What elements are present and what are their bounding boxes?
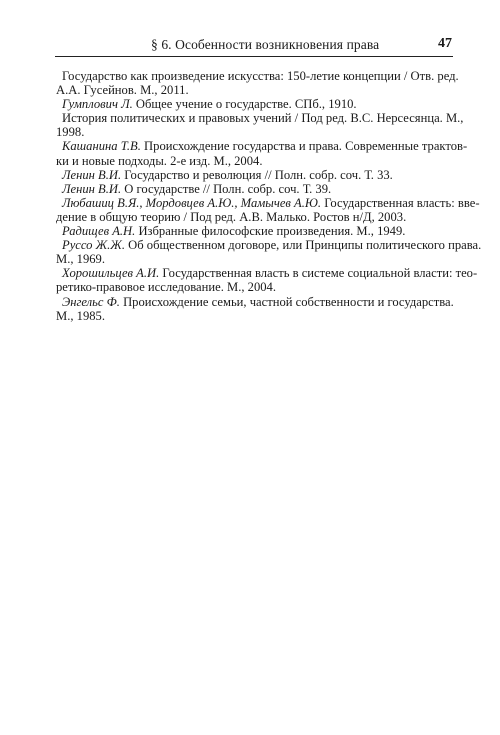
entry-author: Кашанина Т.В. bbox=[62, 139, 141, 154]
bibliography-entry bbox=[56, 238, 482, 267]
bibliography-entry bbox=[62, 224, 454, 238]
entry-author: Энгельс Ф. bbox=[62, 294, 120, 309]
entry-continuation: ки и новые подходы. 2-е изд. М., 2004. bbox=[56, 153, 263, 168]
entry-continuation: М., 1985. bbox=[56, 308, 105, 323]
entry-author: Радищев А.Н. bbox=[62, 224, 136, 239]
entry-text: О государстве // Полн. собр. соч. Т. 39. bbox=[121, 181, 332, 196]
bibliography-entry bbox=[56, 294, 454, 323]
page-header bbox=[55, 34, 453, 57]
entry-author: Любашиц В.Я., Мордовцев А.Ю., Мамычев А.Ю. bbox=[62, 195, 322, 210]
entry-text: Общее учение о государстве. СПб., 1910. bbox=[132, 97, 357, 112]
entry-text: Происхождение семьи, частной собственности и государства. bbox=[119, 294, 454, 309]
running-title: § 6. Особенности возникновения права bbox=[151, 37, 380, 52]
bibliography-entry bbox=[62, 97, 454, 111]
entry-continuation: дение в общую теорию / Под ред. А.В. Малько. Ростов н/Д, 2003. bbox=[56, 209, 407, 224]
entry-text: Государство и революция // Полн. собр. соч. Т. 33. bbox=[121, 167, 393, 182]
entry-text: Об общественном договоре, или Принципы политического права. bbox=[124, 238, 482, 253]
entry-continuation: А.А. Гусейнов. М., 2011. bbox=[56, 83, 189, 98]
bibliography-entry bbox=[62, 182, 454, 196]
entry-text: История политических и правовых учений / Под ред. В.С. Нерсесянца. М., bbox=[62, 111, 464, 126]
entry-author: Ленин В.И. bbox=[62, 181, 122, 196]
entry-author: Ленин В.И. bbox=[62, 167, 122, 182]
entry-author: Руссо Ж.Ж. bbox=[62, 238, 125, 253]
bibliography-entry bbox=[56, 195, 480, 224]
bibliography-entry bbox=[56, 266, 478, 295]
bibliography-entry bbox=[62, 168, 454, 182]
bibliography-entry bbox=[56, 111, 464, 140]
bibliography-entry bbox=[56, 69, 459, 98]
bibliography-list bbox=[56, 69, 482, 323]
entry-author: Гумплович Л. bbox=[62, 97, 133, 112]
entry-text: Государственная власть в системе социальной власти: тео- bbox=[159, 266, 478, 281]
entry-author: Хорошильцев А.И. bbox=[62, 266, 160, 281]
entry-continuation: ретико-правовое исследование. М., 2004. bbox=[56, 280, 276, 295]
entry-continuation: М., 1969. bbox=[56, 252, 105, 267]
entry-text: Государственная власть: вве- bbox=[321, 195, 480, 210]
entry-text: Избранные философские произведения. М., 1949. bbox=[135, 224, 406, 239]
entry-text: Происхождение государства и права. Современные трактов- bbox=[140, 139, 468, 154]
bibliography-entry bbox=[56, 139, 468, 168]
entry-continuation: 1998. bbox=[56, 125, 85, 140]
page-number: 47 bbox=[438, 36, 452, 51]
entry-text: Государство как произведение искусства: 150-летие концепции / Отв. ред. bbox=[62, 69, 459, 83]
